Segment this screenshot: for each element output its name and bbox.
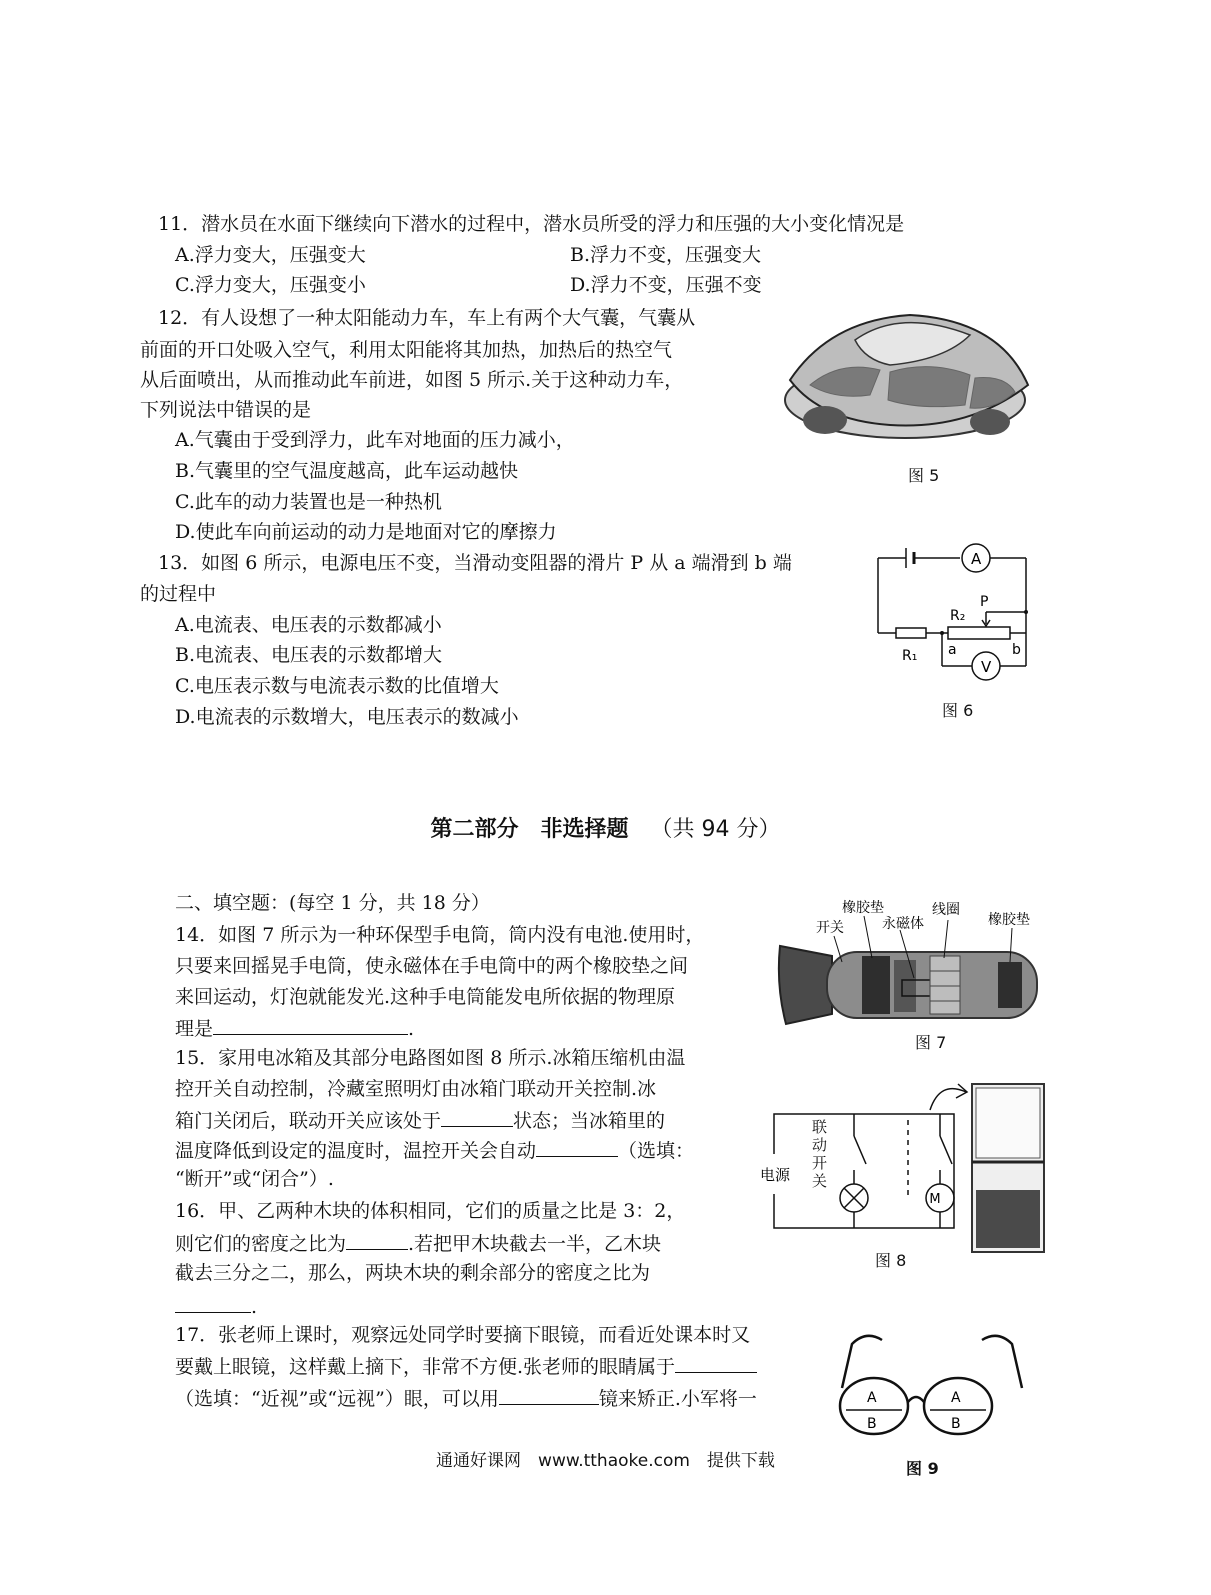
q12-line1: 12．有人设想了一种太阳能动力车，车上有两个大气囊，气囊从 [158,307,696,329]
q15-line3 [175,1106,665,1134]
lens-left-a-label: A [867,1390,877,1406]
rubber-pad-left-label: 橡胶垫 [842,900,884,916]
q15-line2: 控开关自动控制，冷藏室照明灯由冰箱门联动开关控制.冰 [175,1078,657,1100]
q17-line2 [175,1352,757,1380]
q16-answer-blank-2[interactable] [175,1292,251,1313]
lens-right-a-label: A [951,1390,961,1406]
lens-left-b-label: B [867,1416,877,1432]
ammeter-label: A [971,550,982,568]
q12-line3: 从后面喷出，从而推动此车前进，如图 5 所示.关于这种动力车， [140,369,684,391]
terminal-a-label: a [948,642,957,658]
switch-label: 开关 [816,920,844,936]
q13-option-a: A.电流表、电压表的示数都减小 [175,614,442,636]
page-footer: 通通好课网 www.tthaoke.com 提供下载 [436,1451,775,1471]
q11-option-a: A.浮力变大，压强变大 [175,244,366,266]
power-supply-label: 电源 [760,1166,791,1184]
fill-in-heading: 二、填空题：(每空 1 分，共 18 分） [175,892,490,914]
q15-answer-blank-1[interactable] [441,1106,513,1127]
q16-line2 [175,1229,661,1257]
q17-answer-blank-2[interactable] [499,1384,599,1405]
slider-p-label: P [980,594,989,610]
terminal-b-label: b [1012,642,1021,658]
q12-option-c: C.此车的动力装置也是一种热机 [175,491,442,513]
figure-7-flashlight [772,896,1054,1032]
q14-line2: 只要来回摇晃手电筒，使永磁体在手电筒中的两个橡胶垫之间 [175,955,689,977]
q14-line3: 来回运动，灯泡就能发光.这种手电筒能发电所依据的物理原 [175,986,676,1008]
q12-option-b: B.气囊里的空气温度越高，此车运动越快 [175,460,519,482]
linked-switch-label: 联动开关 [812,1118,828,1190]
q13-option-d: D.电流表的示数增大，电压表示的数减小 [175,706,519,728]
q15-line3-prefix: 箱门关闭后，联动开关应该处于 [175,1110,442,1132]
figure-6-caption: 图 6 [942,701,974,720]
voltmeter-label: V [981,658,992,676]
q17-line3 [175,1384,757,1412]
q17-answer-blank-1[interactable] [675,1352,757,1373]
coil-label: 线圈 [932,902,960,918]
q13-option-b: B.电流表、电压表的示数都增大 [175,644,443,666]
q12-line4: 下列说法中错误的是 [140,399,312,421]
q11-option-b: B.浮力不变，压强变大 [570,244,762,266]
figure-9-glasses [836,1326,1028,1446]
q14-line4 [175,1014,414,1042]
q16-line4-suffix: . [251,1296,258,1318]
q17-line3-prefix: （选填：“近视”或“远视”）眼，可以用 [175,1388,499,1410]
magnet-label: 永磁体 [882,916,924,932]
q12-option-a: A.气囊由于受到浮力，此车对地面的压力减小， [175,429,575,451]
figure-9-caption: 图 9 [906,1459,939,1478]
figure-8-caption: 图 8 [875,1251,907,1270]
motor-label: M [929,1192,941,1207]
q16-line2-prefix: 则它们的密度之比为 [175,1233,347,1255]
q16-line3: 截去三分之二，那么，两块木块的剩余部分的密度之比为 [175,1262,651,1284]
q14-line4-suffix: . [408,1018,415,1040]
q13-line1: 13．如图 6 所示，电源电压不变，当滑动变阻器的滑片 P 从 a 端滑到 b 端 [158,552,792,574]
q14-line1: 14．如图 7 所示为一种环保型手电筒，筒内没有电池.使用时， [175,924,705,946]
q14-line4-prefix: 理是 [175,1018,214,1040]
part-two-name: 第二部分 非选择题 [430,817,629,842]
figure-5-solar-car [770,300,1040,460]
q15-line4-suffix: （选填： [618,1140,695,1162]
q17-line1: 17．张老师上课时，观察远处同学时要摘下眼镜，而看近处课本时又 [175,1324,751,1346]
part-two-title [0,812,1211,843]
rubber-pad-right-label: 橡胶垫 [988,912,1030,928]
q14-answer-blank[interactable] [213,1014,408,1035]
figure-6-circuit [868,540,1038,690]
q17-line3-suffix: 镜来矫正.小军将一 [598,1388,757,1410]
q16-line4 [175,1292,257,1320]
r1-label: R₁ [902,648,918,664]
q16-answer-blank-1[interactable] [346,1229,408,1250]
q16-line2-suffix: .若把甲木块截去一半，乙木块 [408,1233,662,1255]
q17-line2-prefix: 要戴上眼镜，这样戴上摘下，非常不方便.张老师的眼睛属于 [175,1356,676,1378]
q11-option-d: D.浮力不变，压强不变 [570,274,762,296]
q15-line3-suffix: 状态；当冰箱里的 [513,1110,666,1132]
q15-line1: 15．家用电冰箱及其部分电路图如图 8 所示.冰箱压缩机由温 [175,1047,686,1069]
q12-line2: 前面的开口处吸入空气，利用太阳能将其加热，加热后的热空气 [140,339,673,361]
q13-option-c: C.电压表示数与电流表示数的比值增大 [175,675,499,697]
q12-option-d: D.使此车向前运动的动力是地面对它的摩擦力 [175,521,557,543]
q15-line4-prefix: 温度降低到设定的温度时，温控开关会自动 [175,1140,537,1162]
figure-5-caption: 图 5 [908,466,940,485]
q15-line4 [175,1136,694,1164]
q11-option-c: C.浮力变大，压强变小 [175,274,366,296]
q11-stem: 11．潜水员在水面下继续向下潜水的过程中，潜水员所受的浮力和压强的大小变化情况是 [158,213,905,235]
figure-7-caption: 图 7 [915,1033,947,1052]
part-two-points: （共 94 分） [650,817,781,842]
q13-line2: 的过程中 [140,583,217,605]
q15-answer-blank-2[interactable] [536,1136,618,1157]
lens-right-b-label: B [951,1416,961,1432]
q15-line5: “断开”或“闭合”）. [175,1168,334,1190]
r2-label: R₂ [950,608,966,624]
q16-line1: 16．甲、乙两种木块的体积相同，它们的质量之比是 3：2， [175,1200,686,1222]
